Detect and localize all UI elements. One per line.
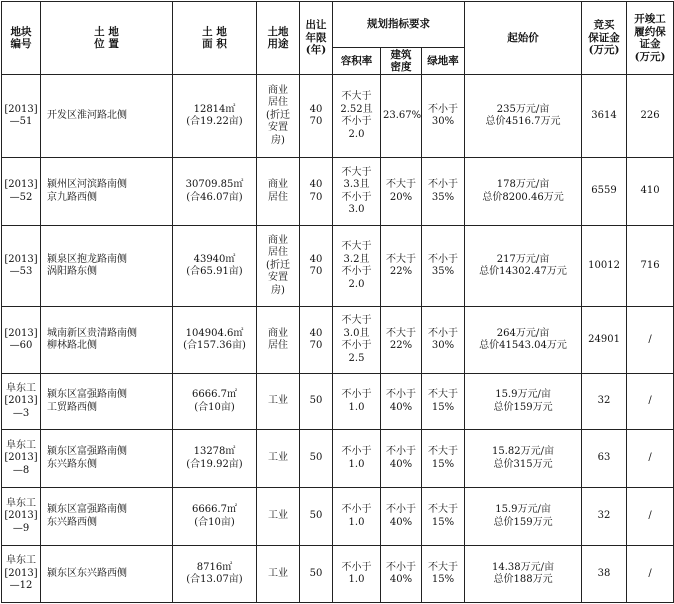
cell-price: 178万元/亩 总价8200.46万元 [465,158,582,226]
cell-bid-deposit: 32 [582,488,627,546]
cell-price: 14.38万元/亩 总价188万元 [465,546,582,603]
cell-use: 商业 居住 [257,307,300,374]
cell-perf-deposit: / [627,374,674,430]
cell-area: 12814㎡ (合19.22亩) [173,75,257,158]
header-far: 容积率 [333,48,381,75]
cell-location: 颍东区富强路南侧 工贸路西侧 [41,374,173,430]
table-row [2,75,674,158]
cell-code: [2013] —60 [2,307,41,374]
header-bid-deposit: 竞买 保证金 (万元) [582,2,627,75]
cell-perf-deposit: / [627,488,674,546]
cell-far: 不小于 1.0 [333,430,381,488]
header-density: 建筑 密度 [381,48,422,75]
header-start-price: 起始价 [465,2,582,75]
cell-perf-deposit: / [627,546,674,603]
table-row [2,226,674,307]
cell-code: 阜东工 [2013] —8 [2,430,41,488]
cell-code: 阜东工 [2013] —12 [2,546,41,603]
cell-perf-deposit: / [627,430,674,488]
header-code: 地块 编号 [2,2,41,75]
table-row [2,488,674,546]
cell-term: 40 70 [300,226,333,307]
cell-location: 颍东区富强路南侧 东兴路东侧 [41,430,173,488]
cell-area: 13278㎡ (合19.92亩) [173,430,257,488]
header-row [2,2,674,48]
cell-code: [2013] —53 [2,226,41,307]
header-location: 土 地 位 置 [41,2,173,75]
cell-density: 不小于 40% [381,488,422,546]
cell-area: 6666.7㎡ (合10亩) [173,374,257,430]
cell-term: 50 [300,430,333,488]
table-row [2,374,674,430]
cell-code: [2013] —51 [2,75,41,158]
cell-bid-deposit: 38 [582,546,627,603]
cell-use: 工业 [257,546,300,603]
cell-perf-deposit: / [627,307,674,374]
header-use: 土地 用途 [257,2,300,75]
cell-code: 阜东工 [2013] —9 [2,488,41,546]
cell-term: 40 70 [300,307,333,374]
cell-far: 不小于 1.0 [333,546,381,603]
cell-area: 30709.85㎡ (合46.07亩) [173,158,257,226]
cell-perf-deposit: 716 [627,226,674,307]
cell-green: 不大于 15% [422,488,465,546]
cell-area: 8716㎡ (合13.07亩) [173,546,257,603]
cell-density: 23.67% [381,75,422,158]
cell-location: 颍泉区抱龙路南侧 涡阳路东侧 [41,226,173,307]
cell-price: 235万元/亩 总价4516.7万元 [465,75,582,158]
cell-term: 50 [300,546,333,603]
table-row [2,307,674,374]
cell-location: 城南新区贵清路南侧 柳林路北侧 [41,307,173,374]
header-term: 出让 年限 (年) [300,2,333,75]
cell-far: 不大于 2.52且 不小于 2.0 [333,75,381,158]
land-parcel-table [1,1,674,603]
cell-bid-deposit: 6559 [582,158,627,226]
cell-price: 264万元/亩 总价41543.04万元 [465,307,582,374]
cell-bid-deposit: 32 [582,374,627,430]
cell-bid-deposit: 10012 [582,226,627,307]
header-green: 绿地率 [422,48,465,75]
cell-green: 不小于 30% [422,307,465,374]
cell-price: 15.82万元/亩 总价315万元 [465,430,582,488]
cell-far: 不大于 3.2且 不小于 2.0 [333,226,381,307]
header-planning: 规划指标要求 [333,2,465,48]
header-perf-deposit: 开竣工 履约保 证金 (万元) [627,2,674,75]
cell-density: 不小于 40% [381,430,422,488]
cell-bid-deposit: 3614 [582,75,627,158]
cell-green: 不小于 30% [422,75,465,158]
cell-price: 15.9万元/亩 总价159万元 [465,488,582,546]
cell-area: 104904.6㎡ (合157.36亩) [173,307,257,374]
cell-bid-deposit: 24901 [582,307,627,374]
cell-use: 工业 [257,430,300,488]
cell-term: 40 70 [300,158,333,226]
cell-price: 15.9万元/亩 总价159万元 [465,374,582,430]
cell-use: 商业 居住 (折迁 安置 房) [257,226,300,307]
cell-term: 40 70 [300,75,333,158]
cell-density: 不大于 20% [381,158,422,226]
cell-location: 颍州区河滨路南侧 京九路西侧 [41,158,173,226]
cell-code: [2013] —52 [2,158,41,226]
cell-location: 颍东区富强路南侧 东兴路西侧 [41,488,173,546]
cell-use: 工业 [257,374,300,430]
cell-term: 50 [300,374,333,430]
table-row [2,430,674,488]
cell-price: 217万元/亩 总价14302.47万元 [465,226,582,307]
cell-density: 不小于 40% [381,374,422,430]
cell-density: 不大于 22% [381,226,422,307]
cell-density: 不小于 40% [381,546,422,603]
cell-bid-deposit: 63 [582,430,627,488]
cell-green: 不大于 15% [422,374,465,430]
cell-far: 不小于 1.0 [333,488,381,546]
table-row [2,546,674,603]
cell-use: 商业 居住 [257,158,300,226]
cell-far: 不大于 3.0且 不小于 2.5 [333,307,381,374]
table-row [2,158,674,226]
cell-area: 6666.7㎡ (合10亩) [173,488,257,546]
cell-green: 不小于 35% [422,226,465,307]
cell-use: 商业 居住 (折迁 安置 房) [257,75,300,158]
cell-code: 阜东工 [2013] —3 [2,374,41,430]
cell-location: 颍东区东兴路西侧 [41,546,173,603]
cell-location: 开发区淮河路北侧 [41,75,173,158]
cell-use: 工业 [257,488,300,546]
cell-green: 不大于 15% [422,546,465,603]
cell-far: 不小于 1.0 [333,374,381,430]
cell-perf-deposit: 226 [627,75,674,158]
header-area: 土 地 面 积 [173,2,257,75]
cell-green: 不大于 15% [422,430,465,488]
cell-density: 不大于 22% [381,307,422,374]
cell-green: 不小于 35% [422,158,465,226]
cell-far: 不大于 3.3且 不小于 3.0 [333,158,381,226]
cell-area: 43940㎡ (合65.91亩) [173,226,257,307]
cell-perf-deposit: 410 [627,158,674,226]
cell-term: 50 [300,488,333,546]
